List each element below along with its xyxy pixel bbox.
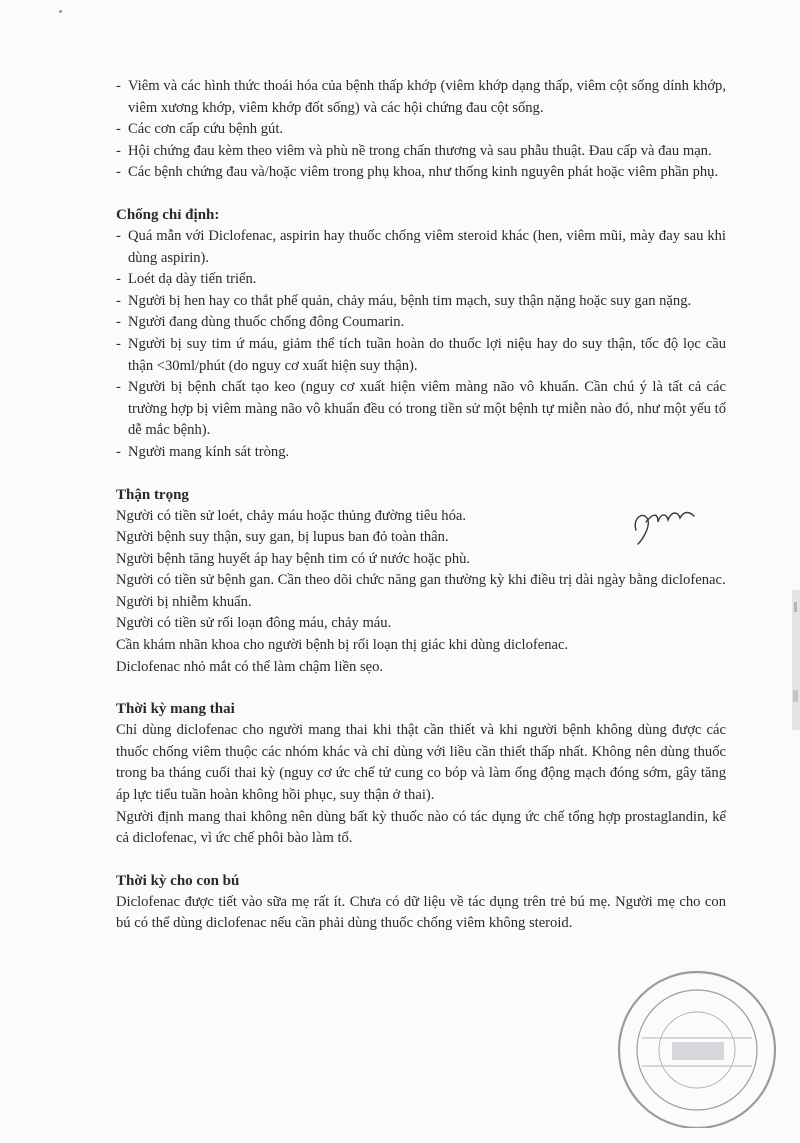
precaution-line: Cần khám nhãn khoa cho người bệnh bị rối loạn thị giác khi dùng diclofenac.	[116, 637, 569, 654]
precaution-line: Diclofenac nhỏ mắt có thể làm chậm liền sẹo.	[116, 658, 384, 675]
list-item: - Hội chứng đau kèm theo viêm và phù nề trong chấn thương và sau phẫu thuật. Đau cấp và đau mạn.	[116, 141, 726, 163]
page-edge-shadow	[774, 590, 800, 730]
precaution-line: Người có tiền sử loét, chảy máu hoặc thủng đường tiêu hóa.	[116, 507, 467, 524]
stamp-icon	[602, 958, 782, 1128]
breastfeeding-paragraph: Diclofenac được tiết vào sữa mẹ rất ít. Chưa có dữ liệu về tác dụng trên trẻ bú mẹ. Người mẹ cho con bú có thể dùng diclofenac nếu cần phải dùng thuốc chống viêm không steroid.	[116, 893, 726, 932]
list-item: - Người bị bệnh chất tạo keo (nguy cơ xuất hiện viêm màng não vô khuẩn. Cần chú ý là tất cả các trường hợp bị viêm màng não vô khuẩn đều có trong tiền sử một bệnh tự miễn nào đó, như một yếu tố dễ mắc bệnh).	[116, 377, 726, 442]
margin-dot	[59, 10, 62, 13]
list-item: - Quá mẫn với Diclofenac, aspirin hay thuốc chống viêm steroid khác (hen, viêm mũi, mày đay sau khi dùng aspirin).	[116, 226, 726, 269]
list-item: - Các cơn cấp cứu bệnh gút.	[116, 119, 726, 141]
precaution-line: Người bệnh tăng huyết áp hay bệnh tim có ứ nước hoặc phù.	[116, 550, 471, 567]
pregnancy-heading: Thời kỳ mang thai	[116, 701, 235, 718]
indications-list	[116, 76, 726, 184]
precaution-line: Người bị nhiễm khuẩn.	[116, 593, 252, 610]
list-item: - Người bị hen hay co thắt phế quản, chảy máu, bệnh tim mạch, suy thận nặng hoặc suy gan nặng.	[116, 291, 726, 313]
precaution-line: Người có tiền sử bệnh gan. Cần theo dõi chức năng gan thường kỳ khi điều trị dài ngày bằng diclofenac.	[116, 572, 726, 589]
breastfeeding-heading: Thời kỳ cho con bú	[116, 872, 240, 889]
list-item: - Loét dạ dày tiến triển.	[116, 269, 726, 291]
precautions-heading: Thận trọng	[116, 486, 189, 503]
contraindications-heading: Chống chỉ định:	[116, 206, 220, 223]
list-item: - Viêm và các hình thức thoái hóa của bệnh thấp khớp (viêm khớp dạng thấp, viêm cột sống dính khớp, viêm xương khớp, viêm khớp đốt sống) và các hội chứng đau cột sống.	[116, 76, 726, 119]
list-item: - Các bệnh chứng đau và/hoặc viêm trong phụ khoa, như thống kinh nguyên phát hoặc viêm phần phụ.	[116, 162, 726, 184]
precaution-line: Người bệnh suy thận, suy gan, bị lupus ban đỏ toàn thân.	[116, 529, 449, 546]
pregnancy-paragraph: Người định mang thai không nên dùng bất kỳ thuốc nào có tác dụng ức chế tổng hợp prostaglandin, kể cả diclofenac, vì ức chế phôi bào làm tổ.	[116, 808, 726, 847]
list-item: - Người mang kính sát tròng.	[116, 442, 726, 464]
precaution-line: Người có tiền sử rối loạn đông máu, chảy máu.	[116, 615, 392, 632]
contraindications-list	[116, 226, 726, 464]
list-item: - Người bị suy tim ứ máu, giảm thể tích tuần hoàn do thuốc lợi niệu hay do suy thận, tốc độ lọc cầu thận <30ml/phút (do nguy cơ xuất hiện suy thận).	[116, 334, 726, 377]
signature-icon	[628, 500, 698, 548]
list-item: - Người đang dùng thuốc chống đông Coumarin.	[116, 312, 726, 334]
pregnancy-paragraph: Chỉ dùng diclofenac cho người mang thai khi thật cần thiết và khi người bệnh không dùng được các thuốc chống viêm thuộc các nhóm khác và chỉ dùng với liều cần thiết thấp nhất. Không nên dùng thuốc trong ba tháng cuối thai kỳ (nguy cơ ức chế tử cung co bóp và làm ống động mạch đóng sớm, gây tăng áp lực tiểu tuần hoàn không hồi phục, suy thận ở thai).	[116, 722, 726, 804]
